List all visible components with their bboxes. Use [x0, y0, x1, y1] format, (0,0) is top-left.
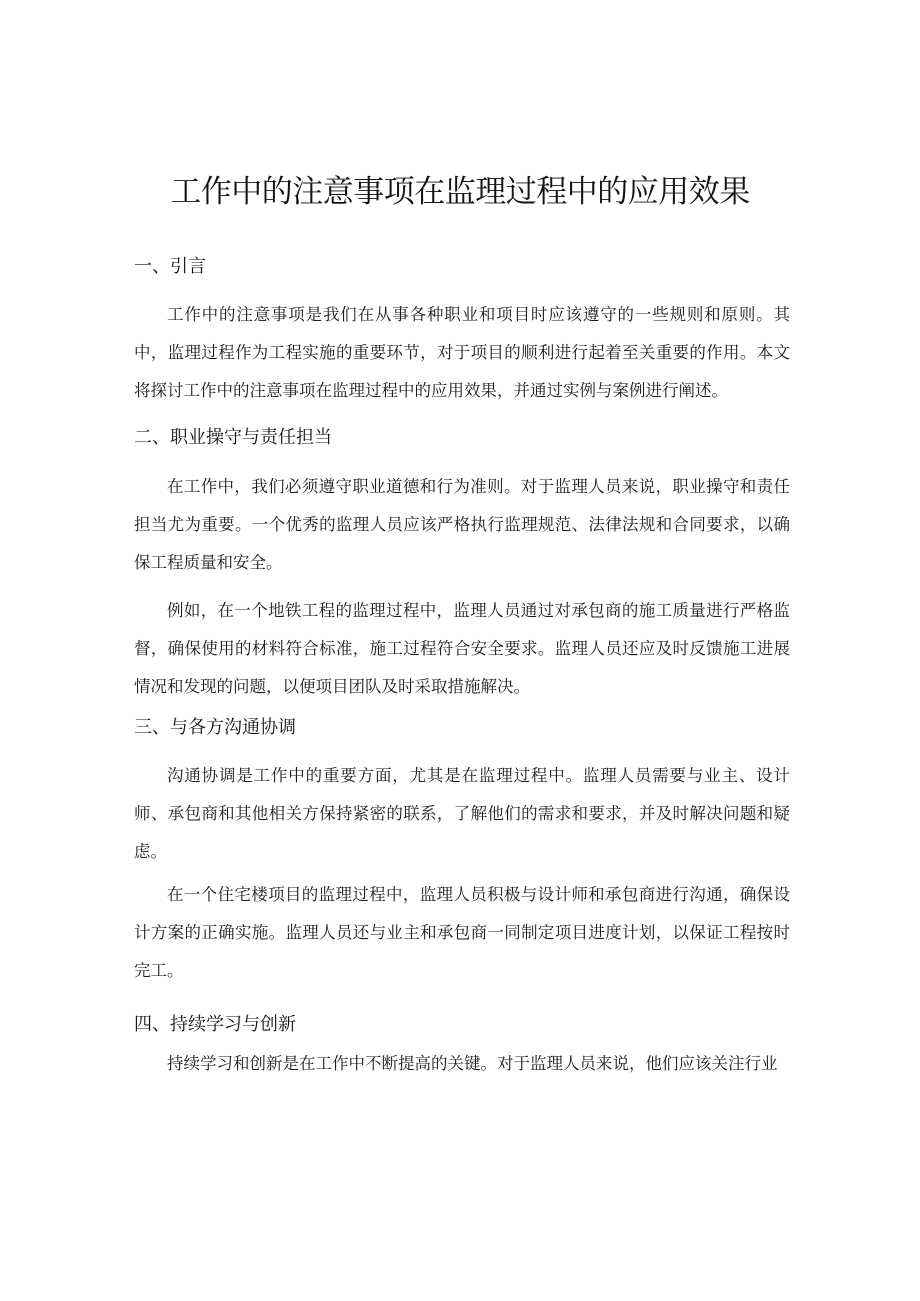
- section-heading-intro: 一、引言: [134, 256, 206, 277]
- section-heading-communication: 三、与各方沟通协调: [134, 717, 296, 738]
- paragraph-learning: 持续学习和创新是在工作中不断提高的关键。对于监理人员来说，他们应该关注行业: [167, 1054, 778, 1073]
- section-heading-learning: 四、持续学习与创新: [134, 1014, 296, 1035]
- document-title: 工作中的注意事项在监理过程中的应用效果: [170, 174, 750, 210]
- paragraph-ethics-2: 例如，在一个地铁工程的监理过程中，监理人员通过对承包商的施工质量进行严格监督，确保使用的材料符合标准，施工过程符合安全要求。监理人员还应及时反馈施工进展情况和发现的问题，以便项目团队及时采取措施解决。: [134, 601, 790, 696]
- paragraph-intro: 工作中的注意事项是我们在从事各种职业和项目时应该遵守的一些规则和原则。其中，监理过程作为工程实施的重要环节，对于项目的顺利进行起着至关重要的作用。本文将探讨工作中的注意事项在监理过程中的应用效果，并通过实例与案例进行阐述。: [134, 305, 790, 400]
- paragraph-communication-1: 沟通协调是工作中的重要方面，尤其是在监理过程中。监理人员需要与业主、设计师、承包商和其他相关方保持紧密的联系，了解他们的需求和要求，并及时解决问题和疑虑。: [134, 766, 790, 861]
- paragraph-communication-2: 在一个住宅楼项目的监理过程中，监理人员积极与设计师和承包商进行沟通，确保设计方案的正确实施。监理人员还与业主和承包商一同制定项目进度计划，以保证工程按时完工。: [134, 885, 790, 980]
- paragraph-ethics-1: 在工作中，我们必须遵守职业道德和行为准则。对于监理人员来说，职业操守和责任担当尤为重要。一个优秀的监理人员应该严格执行监理规范、法律法规和合同要求，以确保工程质量和安全。: [134, 477, 790, 572]
- section-heading-ethics: 二、职业操守与责任担当: [134, 427, 332, 448]
